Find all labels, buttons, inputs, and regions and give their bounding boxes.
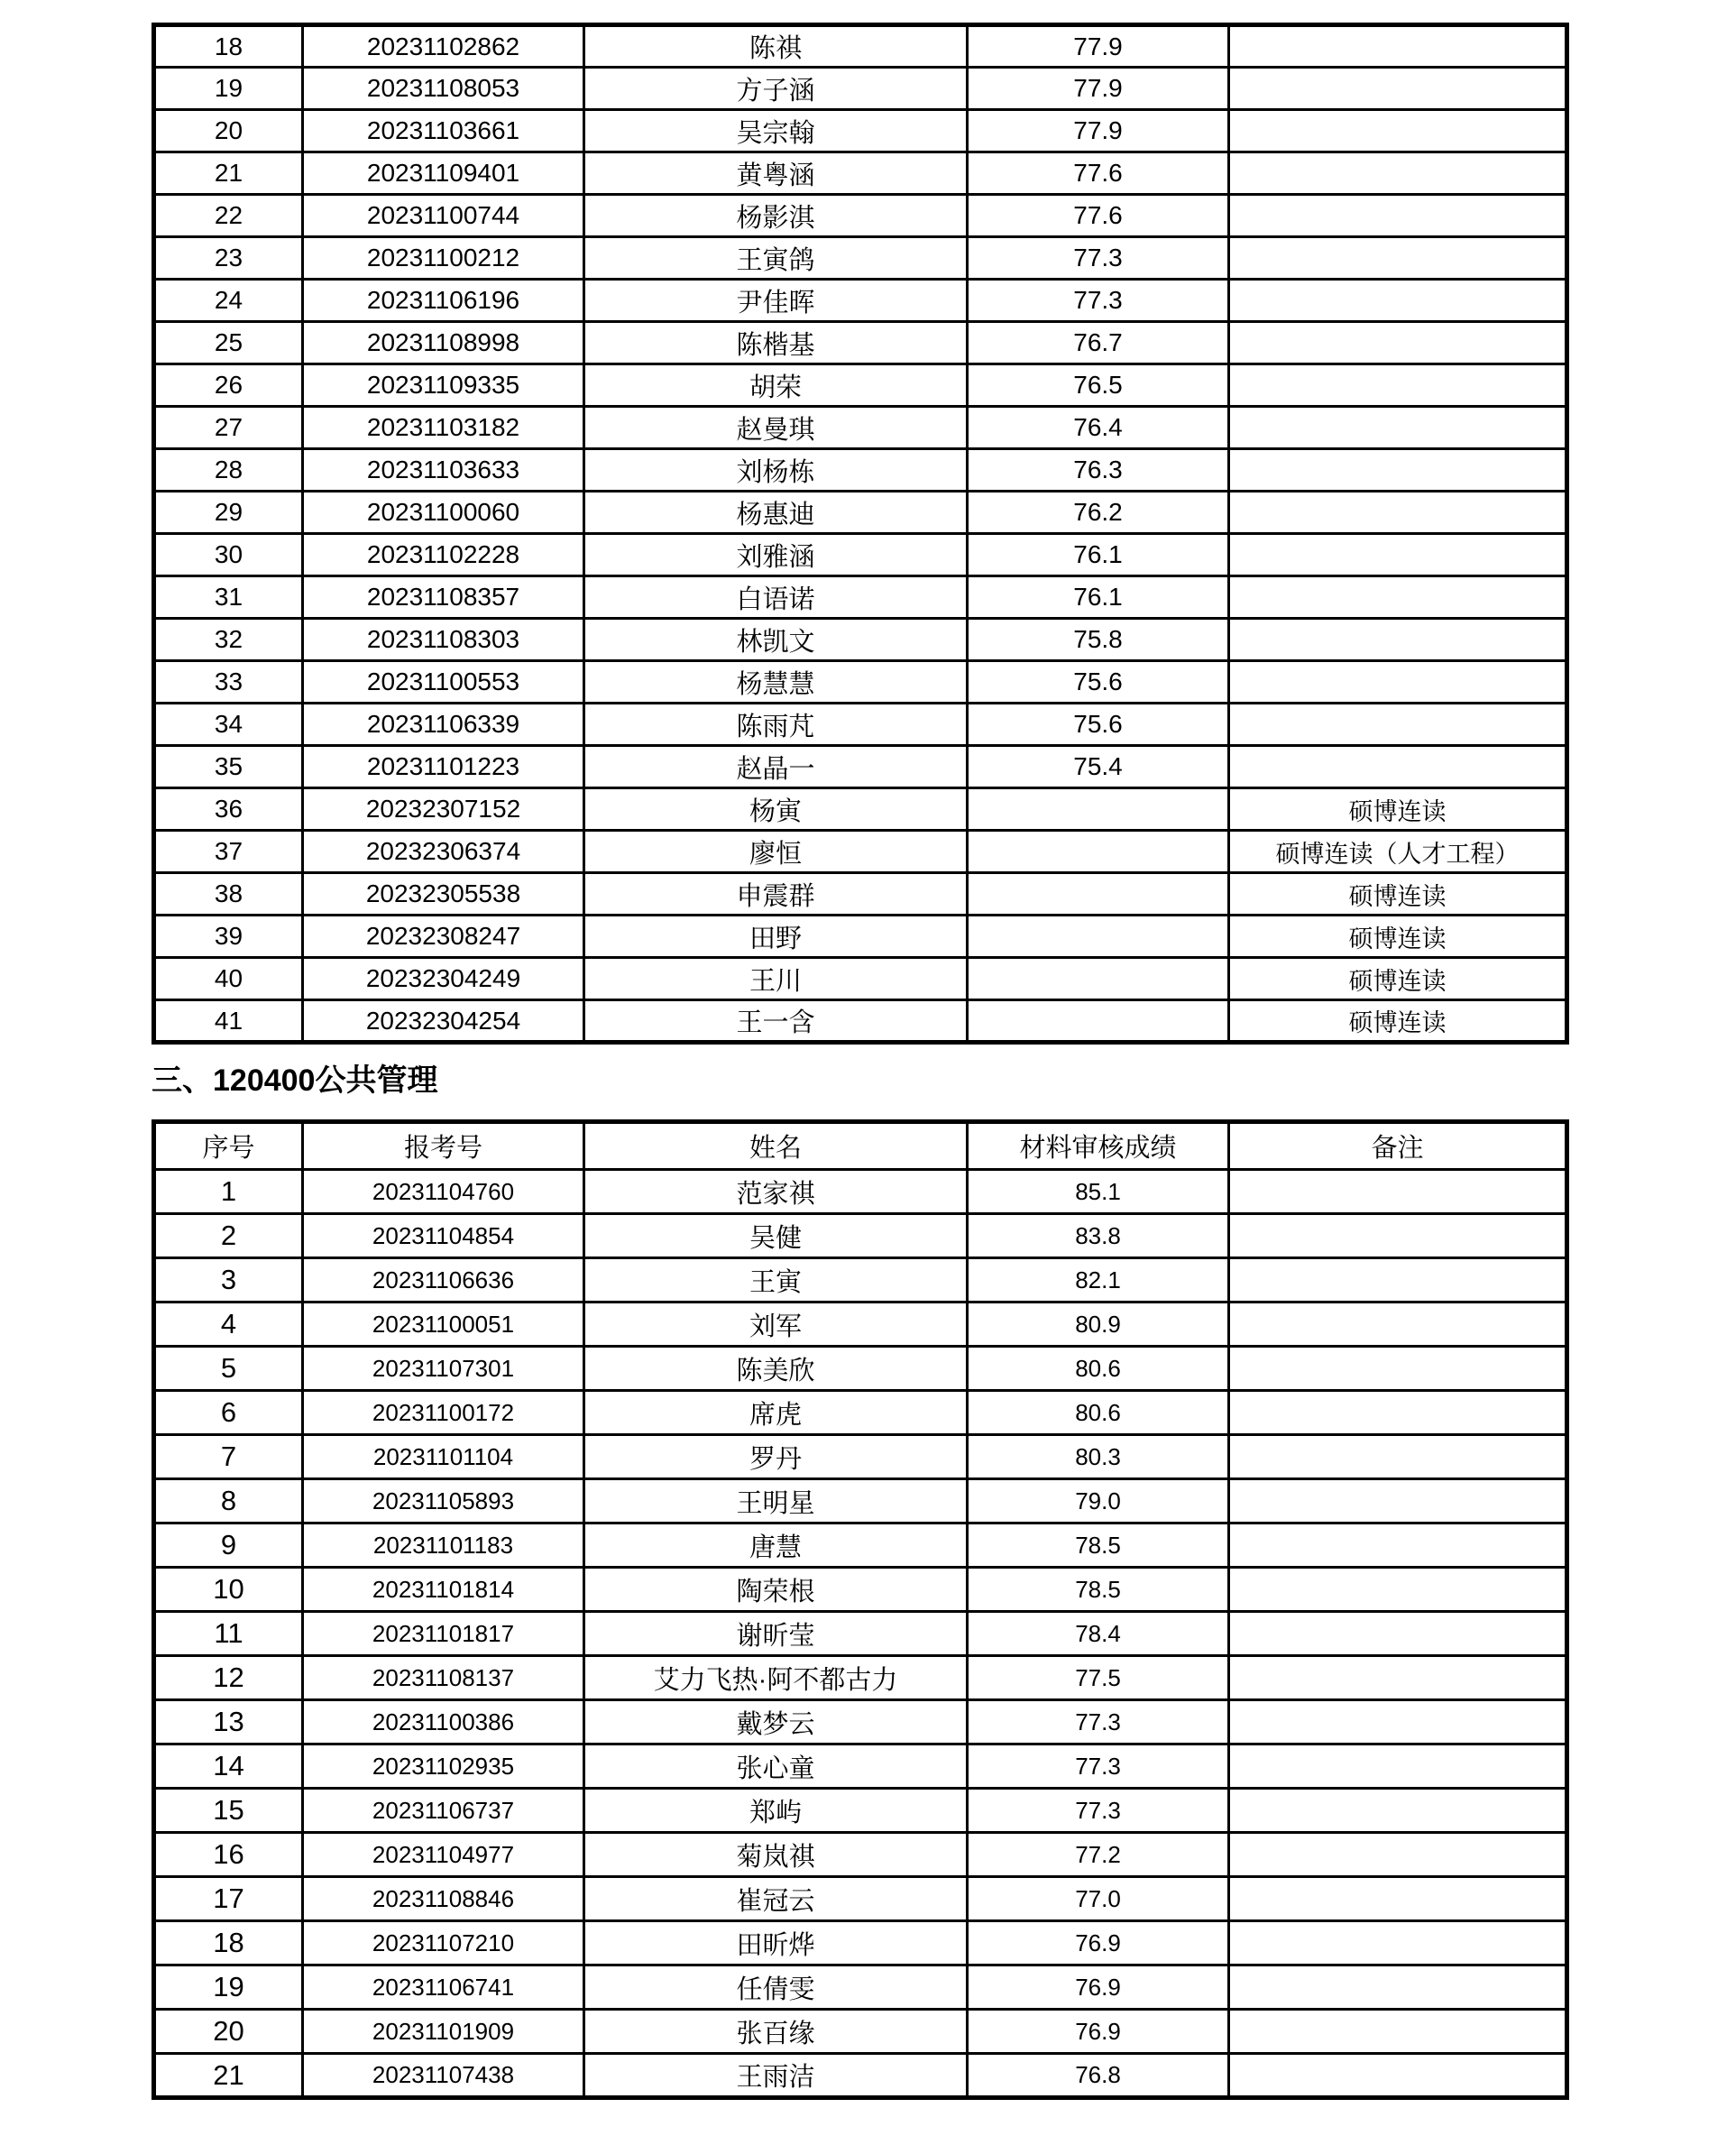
cell-reg-no: 20231104854 — [303, 1214, 584, 1258]
cell-seq: 12 — [154, 1656, 303, 1700]
cell-seq: 39 — [154, 916, 303, 958]
header-seq: 序号 — [154, 1122, 303, 1170]
cell-seq: 20 — [154, 2010, 303, 2054]
cell-name: 白语诺 — [584, 576, 968, 619]
cell-remark: 硕博连读（人才工程） — [1229, 831, 1567, 873]
cell-seq: 26 — [154, 364, 303, 407]
cell-seq: 40 — [154, 958, 303, 1000]
cell-score: 76.1 — [968, 576, 1229, 619]
table-row — [154, 788, 1567, 831]
cell-score: 85.1 — [968, 1170, 1229, 1214]
cell-reg-no: 20231100051 — [303, 1303, 584, 1347]
cell-seq: 23 — [154, 237, 303, 280]
cell-remark — [1229, 1479, 1567, 1523]
cell-name: 陈美欣 — [584, 1347, 968, 1391]
cell-score: 78.5 — [968, 1568, 1229, 1612]
cell-score: 76.4 — [968, 407, 1229, 449]
cell-name: 杨寅 — [584, 788, 968, 831]
cell-reg-no: 20231109335 — [303, 364, 584, 407]
table-row — [154, 1435, 1567, 1479]
cell-name: 范家祺 — [584, 1170, 968, 1214]
cell-remark — [1229, 449, 1567, 492]
cell-score: 75.8 — [968, 619, 1229, 661]
cell-name: 方子涵 — [584, 68, 968, 110]
cell-seq: 22 — [154, 195, 303, 237]
cell-remark — [1229, 407, 1567, 449]
cell-name: 胡荣 — [584, 364, 968, 407]
cell-seq: 19 — [154, 1965, 303, 2010]
cell-seq: 9 — [154, 1523, 303, 1568]
cell-remark — [1229, 195, 1567, 237]
cell-remark — [1229, 619, 1567, 661]
cell-remark — [1229, 704, 1567, 746]
cell-score: 76.9 — [968, 1921, 1229, 1965]
cell-name: 菊岚祺 — [584, 1833, 968, 1877]
cell-reg-no: 20231105893 — [303, 1479, 584, 1523]
table-row — [154, 746, 1567, 788]
table-row — [154, 958, 1567, 1000]
cell-reg-no: 20231101817 — [303, 1612, 584, 1656]
table-row — [154, 916, 1567, 958]
cell-reg-no: 20231101223 — [303, 746, 584, 788]
cell-name: 赵曼琪 — [584, 407, 968, 449]
cell-score: 76.9 — [968, 2010, 1229, 2054]
table-header-row — [154, 1122, 1567, 1170]
cell-seq: 14 — [154, 1744, 303, 1789]
cell-name: 黄粤涵 — [584, 152, 968, 195]
cell-remark: 硕博连读 — [1229, 958, 1567, 1000]
cell-remark — [1229, 2010, 1567, 2054]
table-row — [154, 576, 1567, 619]
cell-score: 77.6 — [968, 152, 1229, 195]
cell-name: 戴梦云 — [584, 1700, 968, 1744]
cell-score: 77.9 — [968, 25, 1229, 68]
cell-name: 王一含 — [584, 1000, 968, 1043]
cell-remark — [1229, 1744, 1567, 1789]
table-row — [154, 1523, 1567, 1568]
cell-remark — [1229, 1523, 1567, 1568]
cell-name: 谢昕莹 — [584, 1612, 968, 1656]
cell-name: 陈雨芃 — [584, 704, 968, 746]
cell-name: 赵晶一 — [584, 746, 968, 788]
table-row — [154, 1568, 1567, 1612]
cell-reg-no: 20231109401 — [303, 152, 584, 195]
cell-seq: 11 — [154, 1612, 303, 1656]
cell-score: 77.3 — [968, 1700, 1229, 1744]
cell-score: 76.2 — [968, 492, 1229, 534]
cell-seq: 33 — [154, 661, 303, 704]
cell-score: 77.6 — [968, 195, 1229, 237]
cell-reg-no: 20231103661 — [303, 110, 584, 152]
cell-seq: 35 — [154, 746, 303, 788]
cell-remark — [1229, 661, 1567, 704]
table-row — [154, 2054, 1567, 2098]
cell-reg-no: 20231100212 — [303, 237, 584, 280]
cell-seq: 38 — [154, 873, 303, 916]
cell-score: 77.3 — [968, 1744, 1229, 1789]
cell-name: 陈楷基 — [584, 322, 968, 364]
table-row — [154, 1303, 1567, 1347]
cell-name: 郑屿 — [584, 1789, 968, 1833]
cell-score: 80.6 — [968, 1391, 1229, 1435]
table-row — [154, 1000, 1567, 1043]
cell-seq: 25 — [154, 322, 303, 364]
cell-remark — [1229, 1612, 1567, 1656]
cell-name: 吴健 — [584, 1214, 968, 1258]
table-row — [154, 1700, 1567, 1744]
cell-seq: 18 — [154, 25, 303, 68]
cell-reg-no: 20232306374 — [303, 831, 584, 873]
cell-remark — [1229, 576, 1567, 619]
table-row — [154, 1877, 1567, 1921]
cell-seq: 3 — [154, 1258, 303, 1303]
cell-score: 83.8 — [968, 1214, 1229, 1258]
cell-reg-no: 20231103182 — [303, 407, 584, 449]
cell-name: 唐慧 — [584, 1523, 968, 1568]
cell-seq: 2 — [154, 1214, 303, 1258]
cell-remark — [1229, 1258, 1567, 1303]
cell-name: 王川 — [584, 958, 968, 1000]
cell-reg-no: 20231106737 — [303, 1789, 584, 1833]
cell-remark: 硕博连读 — [1229, 788, 1567, 831]
cell-score: 77.5 — [968, 1656, 1229, 1700]
table-row — [154, 449, 1567, 492]
table-row — [154, 1391, 1567, 1435]
score-table-public-management — [152, 1119, 1569, 2100]
cell-reg-no: 20231101909 — [303, 2010, 584, 2054]
score-table-continuation — [152, 23, 1569, 1045]
cell-remark: 硕博连读 — [1229, 916, 1567, 958]
table-row — [154, 1656, 1567, 1700]
cell-seq: 16 — [154, 1833, 303, 1877]
cell-name: 王寅 — [584, 1258, 968, 1303]
cell-reg-no: 20232305538 — [303, 873, 584, 916]
cell-reg-no: 20231108137 — [303, 1656, 584, 1700]
cell-name: 席虎 — [584, 1391, 968, 1435]
table-row — [154, 619, 1567, 661]
cell-seq: 30 — [154, 534, 303, 576]
cell-remark: 硕博连读 — [1229, 1000, 1567, 1043]
cell-reg-no: 20231106196 — [303, 280, 584, 322]
table-row — [154, 1744, 1567, 1789]
cell-score: 77.3 — [968, 237, 1229, 280]
table-row — [154, 1170, 1567, 1214]
cell-remark — [1229, 1877, 1567, 1921]
header-score: 材料审核成绩 — [968, 1122, 1229, 1170]
cell-seq: 41 — [154, 1000, 303, 1043]
cell-name: 罗丹 — [584, 1435, 968, 1479]
cell-name: 杨惠迪 — [584, 492, 968, 534]
cell-name: 田昕烨 — [584, 1921, 968, 1965]
table-row — [154, 1258, 1567, 1303]
table-row — [154, 407, 1567, 449]
cell-seq: 32 — [154, 619, 303, 661]
cell-score: 76.5 — [968, 364, 1229, 407]
cell-reg-no: 20231104760 — [303, 1170, 584, 1214]
cell-reg-no: 20231100060 — [303, 492, 584, 534]
cell-seq: 17 — [154, 1877, 303, 1921]
cell-remark — [1229, 1170, 1567, 1214]
cell-score: 77.0 — [968, 1877, 1229, 1921]
cell-seq: 31 — [154, 576, 303, 619]
cell-score — [968, 788, 1229, 831]
cell-reg-no: 20231107438 — [303, 2054, 584, 2098]
cell-remark — [1229, 110, 1567, 152]
section-heading: 三、120400公共管理 — [152, 1063, 438, 1098]
cell-score: 77.9 — [968, 110, 1229, 152]
cell-remark — [1229, 1303, 1567, 1347]
cell-score — [968, 958, 1229, 1000]
cell-score: 77.2 — [968, 1833, 1229, 1877]
cell-reg-no: 20231106339 — [303, 704, 584, 746]
cell-score: 80.6 — [968, 1347, 1229, 1391]
cell-name: 艾力飞热·阿不都古力 — [584, 1656, 968, 1700]
table-row — [154, 1214, 1567, 1258]
cell-remark — [1229, 534, 1567, 576]
cell-seq: 36 — [154, 788, 303, 831]
cell-score: 79.0 — [968, 1479, 1229, 1523]
cell-remark — [1229, 2054, 1567, 2098]
cell-score: 75.4 — [968, 746, 1229, 788]
cell-reg-no: 20231108303 — [303, 619, 584, 661]
cell-name: 陈祺 — [584, 25, 968, 68]
cell-score: 82.1 — [968, 1258, 1229, 1303]
cell-score: 75.6 — [968, 661, 1229, 704]
cell-reg-no: 20231102935 — [303, 1744, 584, 1789]
cell-seq: 37 — [154, 831, 303, 873]
cell-remark — [1229, 1789, 1567, 1833]
cell-score: 77.3 — [968, 280, 1229, 322]
table-row — [154, 1612, 1567, 1656]
cell-score — [968, 873, 1229, 916]
cell-name: 杨影淇 — [584, 195, 968, 237]
cell-remark — [1229, 1568, 1567, 1612]
cell-reg-no: 20231102862 — [303, 25, 584, 68]
table-row — [154, 110, 1567, 152]
cell-reg-no: 20232307152 — [303, 788, 584, 831]
table-row — [154, 873, 1567, 916]
cell-reg-no: 20231101183 — [303, 1523, 584, 1568]
table-row — [154, 237, 1567, 280]
cell-remark — [1229, 1435, 1567, 1479]
cell-remark — [1229, 1833, 1567, 1877]
table-row — [154, 364, 1567, 407]
cell-remark — [1229, 1656, 1567, 1700]
table-row — [154, 152, 1567, 195]
cell-remark — [1229, 1921, 1567, 1965]
cell-reg-no: 20231108846 — [303, 1877, 584, 1921]
cell-seq: 15 — [154, 1789, 303, 1833]
table-row — [154, 68, 1567, 110]
cell-seq: 28 — [154, 449, 303, 492]
cell-reg-no: 20232304249 — [303, 958, 584, 1000]
table-row — [154, 322, 1567, 364]
cell-reg-no: 20231104977 — [303, 1833, 584, 1877]
cell-seq: 21 — [154, 152, 303, 195]
cell-reg-no: 20231106636 — [303, 1258, 584, 1303]
cell-remark — [1229, 746, 1567, 788]
cell-seq: 34 — [154, 704, 303, 746]
cell-name: 刘杨栋 — [584, 449, 968, 492]
table-row — [154, 492, 1567, 534]
cell-remark — [1229, 152, 1567, 195]
cell-seq: 29 — [154, 492, 303, 534]
cell-name: 林凯文 — [584, 619, 968, 661]
cell-reg-no: 20231102228 — [303, 534, 584, 576]
cell-name: 杨慧慧 — [584, 661, 968, 704]
cell-seq: 10 — [154, 1568, 303, 1612]
table-row — [154, 195, 1567, 237]
cell-remark — [1229, 1965, 1567, 2010]
cell-score: 77.3 — [968, 1789, 1229, 1833]
cell-remark — [1229, 237, 1567, 280]
cell-name: 陶荣根 — [584, 1568, 968, 1612]
cell-remark — [1229, 1214, 1567, 1258]
cell-reg-no: 20231108053 — [303, 68, 584, 110]
cell-name: 崔冠云 — [584, 1877, 968, 1921]
cell-seq: 7 — [154, 1435, 303, 1479]
table-row — [154, 534, 1567, 576]
cell-reg-no: 20231100386 — [303, 1700, 584, 1744]
cell-score: 76.1 — [968, 534, 1229, 576]
table-row — [154, 25, 1567, 68]
cell-score: 75.6 — [968, 704, 1229, 746]
cell-name: 任倩雯 — [584, 1965, 968, 2010]
cell-reg-no: 20231101104 — [303, 1435, 584, 1479]
cell-seq: 4 — [154, 1303, 303, 1347]
cell-reg-no: 20231100744 — [303, 195, 584, 237]
cell-score: 78.4 — [968, 1612, 1229, 1656]
cell-remark — [1229, 280, 1567, 322]
cell-score: 76.9 — [968, 1965, 1229, 2010]
cell-score — [968, 831, 1229, 873]
table-row — [154, 2010, 1567, 2054]
cell-name: 王寅鸽 — [584, 237, 968, 280]
cell-seq: 21 — [154, 2054, 303, 2098]
table-row — [154, 280, 1567, 322]
cell-name: 尹佳晖 — [584, 280, 968, 322]
cell-name: 张百缘 — [584, 2010, 968, 2054]
cell-remark — [1229, 1391, 1567, 1435]
cell-reg-no: 20231108357 — [303, 576, 584, 619]
cell-reg-no: 20231106741 — [303, 1965, 584, 2010]
header-name: 姓名 — [584, 1122, 968, 1170]
cell-name: 刘军 — [584, 1303, 968, 1347]
cell-seq: 5 — [154, 1347, 303, 1391]
cell-reg-no: 20231108998 — [303, 322, 584, 364]
cell-seq: 27 — [154, 407, 303, 449]
cell-name: 刘雅涵 — [584, 534, 968, 576]
cell-reg-no: 20231101814 — [303, 1568, 584, 1612]
cell-name: 廖恒 — [584, 831, 968, 873]
cell-score: 76.3 — [968, 449, 1229, 492]
cell-reg-no: 20231103633 — [303, 449, 584, 492]
table-row — [154, 704, 1567, 746]
cell-remark — [1229, 322, 1567, 364]
cell-name: 王雨洁 — [584, 2054, 968, 2098]
cell-seq: 18 — [154, 1921, 303, 1965]
cell-seq: 8 — [154, 1479, 303, 1523]
cell-reg-no: 20231107210 — [303, 1921, 584, 1965]
cell-remark — [1229, 1347, 1567, 1391]
cell-score: 76.7 — [968, 322, 1229, 364]
cell-remark — [1229, 68, 1567, 110]
cell-seq: 19 — [154, 68, 303, 110]
table-row — [154, 1789, 1567, 1833]
cell-reg-no: 20231107301 — [303, 1347, 584, 1391]
table-row — [154, 1921, 1567, 1965]
cell-score — [968, 916, 1229, 958]
cell-remark — [1229, 364, 1567, 407]
table-row — [154, 1965, 1567, 2010]
table-row — [154, 1479, 1567, 1523]
cell-seq: 13 — [154, 1700, 303, 1744]
cell-reg-no: 20232304254 — [303, 1000, 584, 1043]
cell-reg-no: 20232308247 — [303, 916, 584, 958]
cell-score: 76.8 — [968, 2054, 1229, 2098]
cell-reg-no: 20231100172 — [303, 1391, 584, 1435]
table-row — [154, 1347, 1567, 1391]
cell-score: 80.3 — [968, 1435, 1229, 1479]
cell-name: 张心童 — [584, 1744, 968, 1789]
cell-reg-no: 20231100553 — [303, 661, 584, 704]
cell-name: 申震群 — [584, 873, 968, 916]
header-remark: 备注 — [1229, 1122, 1567, 1170]
cell-remark: 硕博连读 — [1229, 873, 1567, 916]
cell-seq: 6 — [154, 1391, 303, 1435]
cell-remark — [1229, 1700, 1567, 1744]
cell-seq: 24 — [154, 280, 303, 322]
cell-seq: 20 — [154, 110, 303, 152]
cell-remark — [1229, 25, 1567, 68]
cell-score: 77.9 — [968, 68, 1229, 110]
cell-score — [968, 1000, 1229, 1043]
cell-name: 吴宗翰 — [584, 110, 968, 152]
cell-name: 王明星 — [584, 1479, 968, 1523]
header-reg-no: 报考号 — [303, 1122, 584, 1170]
cell-score: 78.5 — [968, 1523, 1229, 1568]
cell-remark — [1229, 492, 1567, 534]
table-row — [154, 661, 1567, 704]
cell-seq: 1 — [154, 1170, 303, 1214]
cell-score: 80.9 — [968, 1303, 1229, 1347]
table-row — [154, 1833, 1567, 1877]
cell-name: 田野 — [584, 916, 968, 958]
table-row — [154, 831, 1567, 873]
